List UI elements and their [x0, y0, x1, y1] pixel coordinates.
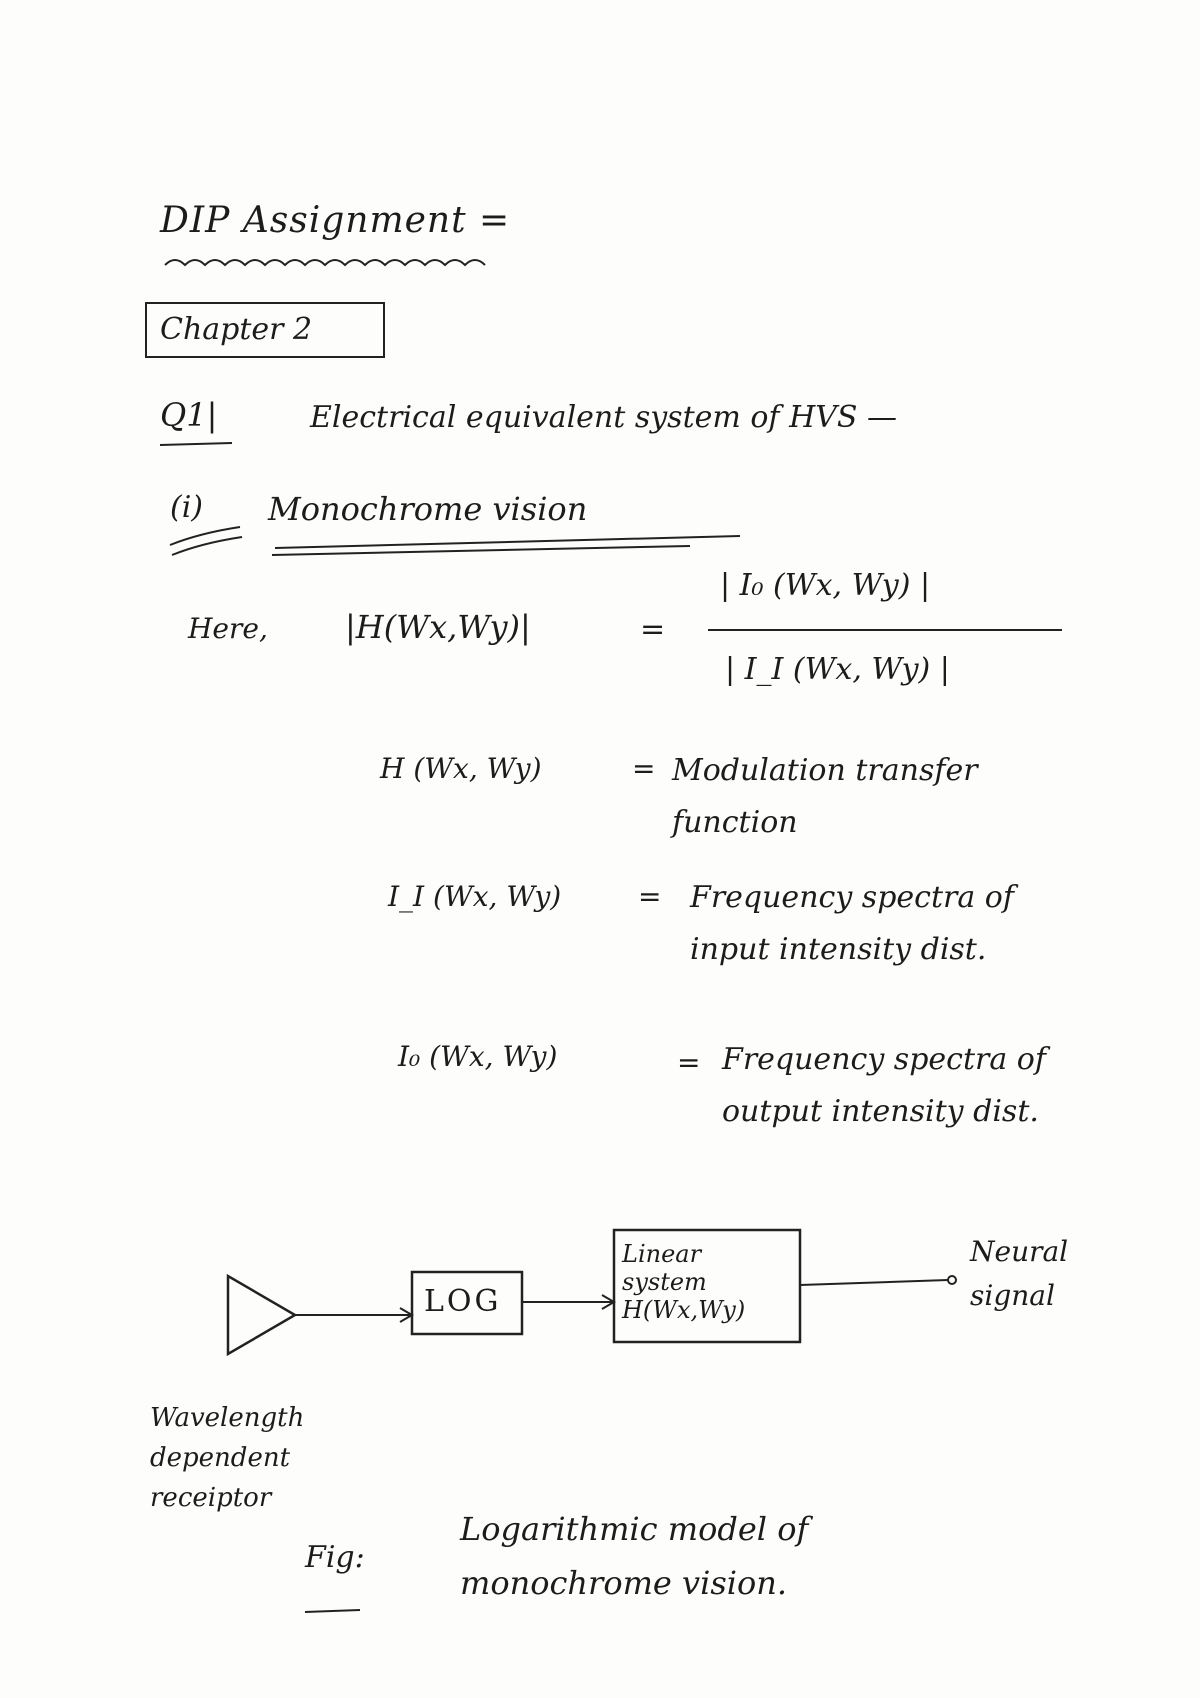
- equation-denominator: | I_I (Wx, Wy) |: [725, 652, 950, 687]
- assignment-title: DIP Assignment =: [160, 200, 511, 241]
- receptor-triangle-icon: [228, 1276, 295, 1354]
- figure-prefix: Fig:: [305, 1540, 365, 1575]
- question-number: Q1|: [160, 396, 218, 434]
- definition-sign: =: [677, 1046, 701, 1079]
- question-title: Electrical equivalent system of HVS —: [310, 400, 897, 435]
- equation-intro: Here,: [188, 612, 268, 645]
- part-label: (i): [170, 490, 204, 525]
- definition-sign: =: [638, 880, 662, 913]
- equation-numerator: | I₀ (Wx, Wy) |: [720, 568, 931, 603]
- definition-text: Frequency spectra of output intensity dist.: [722, 1042, 1046, 1129]
- linear-block-label: Linear system H(Wx,Wy): [622, 1240, 746, 1324]
- connector-line: [800, 1280, 948, 1285]
- output-node-icon: [948, 1276, 956, 1284]
- figure-caption: Logarithmic model of monochrome vision.: [460, 1510, 809, 1602]
- part-underline: [170, 527, 240, 545]
- question-underline: [160, 443, 232, 445]
- fig-underline: [305, 1610, 360, 1612]
- equation-sign: =: [640, 612, 666, 647]
- definition-symbol: I₀ (Wx, Wy): [398, 1040, 558, 1073]
- definition-text: Frequency spectra of input intensity dist.: [690, 880, 1014, 967]
- definition-symbol: H (Wx, Wy): [380, 752, 542, 785]
- output-label: Neural signal: [970, 1235, 1069, 1312]
- title-underline: [165, 260, 485, 265]
- equation-lhs: |H(Wx,Wy)|: [345, 608, 531, 646]
- receptor-label: Wavelength dependent receiptor: [150, 1403, 305, 1513]
- part-title: Monochrome vision: [268, 490, 588, 528]
- definition-sign: =: [632, 752, 656, 785]
- definition-symbol: I_I (Wx, Wy): [388, 880, 562, 913]
- definition-text: Modulation transfer function: [672, 753, 978, 840]
- log-block-label: LOG: [424, 1284, 502, 1319]
- chapter-label: Chapter 2: [160, 312, 313, 347]
